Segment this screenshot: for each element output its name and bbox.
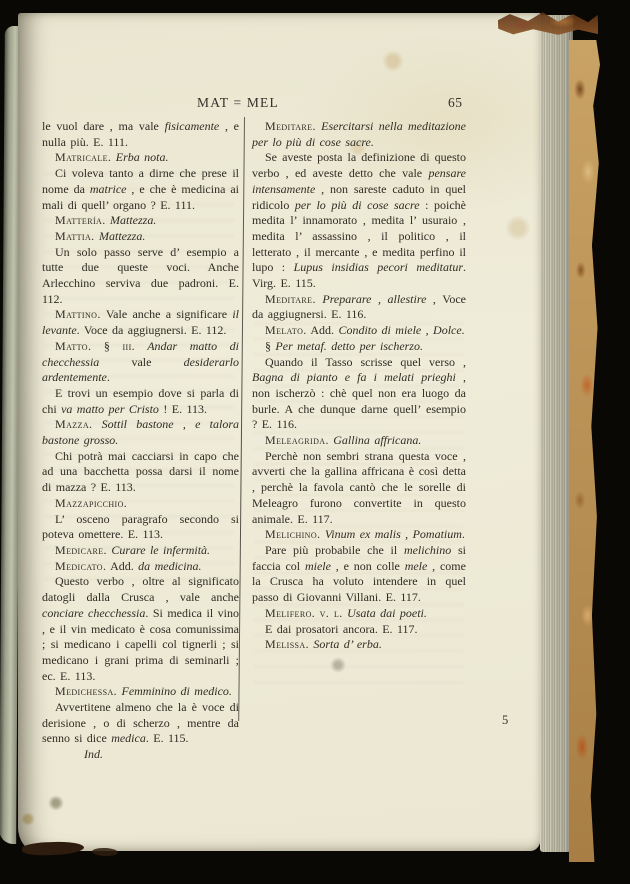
paragraph: [42, 512, 239, 543]
text-run: . Virg. E. 115.: [252, 260, 466, 291]
paragraph: [42, 700, 239, 747]
text-run: Meleagrida.: [265, 433, 329, 448]
text-run: Questo verbo , oltre al significato datogli dalla Crusca , vale anche: [42, 574, 239, 605]
paragraph: [252, 150, 466, 291]
paragraph: [252, 119, 466, 150]
text-run: Erba nota.: [115, 150, 169, 165]
text-run: , non ischerzò : chè quel non era luogo da burle. A che dunque darne quell’ esempio ? E. 116.: [252, 370, 466, 432]
paragraph: [42, 307, 239, 338]
text-run: ! E. 113.: [158, 401, 208, 416]
text-run: Medichessa.: [55, 684, 118, 699]
paragraph: [42, 574, 239, 684]
text-run: miele: [304, 558, 331, 573]
text-run: E dai prosatori ancora. E. 117.: [265, 621, 418, 636]
text-run: Pare più probabile che il: [265, 542, 404, 557]
text-run: Lupus insidias pecori meditatur: [293, 260, 463, 275]
text-run: Matricale.: [55, 150, 112, 165]
text-run: E trovi un esempio dove si parla di chi: [42, 385, 239, 416]
text-run: Andar matto di checchessia: [42, 338, 239, 369]
paragraph: [252, 543, 466, 606]
book-page: [18, 13, 541, 851]
text-run: Mattezza.: [110, 213, 157, 228]
text-run: desiderarlo ardentemente: [42, 354, 239, 385]
paragraph: [42, 684, 239, 700]
text-run: mele: [404, 558, 428, 573]
text-run: Meditare.: [265, 291, 316, 306]
signature-mark: 5: [502, 713, 509, 727]
text-run: Add.: [306, 323, 339, 338]
paragraph: [42, 559, 239, 575]
text-run: , e che è medicina ai mali di quell’ organo ? E. 111.: [42, 181, 239, 212]
text-run: medica: [111, 731, 146, 746]
text-run: Un solo passo serve d’ esempio a tutte due queste voci. Anche Arlecchino serviva due padroni. E. 112.: [42, 244, 239, 306]
text-run: il levante: [42, 307, 239, 338]
running-title: MAT = MEL: [197, 95, 279, 110]
text-run: , e non colle: [330, 558, 405, 573]
paragraph: [42, 229, 239, 245]
text-run: Femminino di medico.: [121, 684, 232, 699]
text-run: .: [461, 527, 465, 542]
text-run: v. l.: [319, 605, 343, 620]
text-run: Melifero.: [265, 605, 316, 620]
text-run: Meditare.: [265, 119, 316, 133]
paragraph: [252, 606, 466, 622]
book-fore-edge: [540, 15, 573, 852]
text-run: , Voce da aggiugnersi. E. 116.: [252, 291, 466, 322]
text-run: Curare le infermità.: [111, 542, 211, 557]
text-run: Pomatium: [412, 527, 462, 542]
text-run: va matto per Cristo: [61, 401, 159, 416]
text-run: Sottil bastone , e talora bastone grosso.: [42, 417, 239, 448]
page-number: 65: [448, 95, 463, 110]
text-run: , e nulla più. E. 111.: [42, 119, 239, 149]
text-run: Mattería.: [55, 213, 106, 228]
paragraph: [42, 543, 239, 559]
paragraph: [252, 433, 466, 449]
text-run: Se aveste posta la definizione di questo verbo , ed aveste detto che vale: [252, 150, 466, 181]
right-column: [252, 119, 466, 653]
paragraph: [42, 245, 239, 308]
text-run: Gallina affricana.: [333, 433, 422, 448]
text-run: melichino: [403, 542, 452, 557]
text-run: Mattia.: [55, 228, 95, 243]
paragraph: [42, 386, 239, 417]
text-run: Medicare.: [55, 542, 107, 557]
text-run: . Si medica il vino , e il vin medicato è cosa comunissima ; si medicano i capelli col tignerli ; si medicano i grani prima di seminarli ; ec. E. 113.: [42, 605, 239, 683]
paragraph: [42, 119, 239, 150]
text-run: Condito di miele , Dolce.: [338, 323, 465, 338]
text-run: Preparare , allestire: [322, 291, 427, 306]
text-run: Vale anche a significare: [100, 307, 233, 322]
text-run: Bagna di pianto e fa i melati prieghi: [252, 370, 456, 385]
text-run: , non sareste caduto in quel ridicolo: [252, 181, 466, 212]
text-run: per lo più di cose sacre: [294, 197, 420, 212]
text-run: Mazzapicchio.: [55, 495, 128, 510]
binding-tear: [22, 841, 85, 857]
text-run: Matto.: [55, 338, 92, 353]
text-run: Melissa.: [265, 637, 309, 652]
marbled-cover-edge: [569, 40, 600, 862]
text-run: .: [106, 370, 110, 385]
paragraph: [252, 292, 466, 323]
text-run: Ind.: [84, 747, 103, 762]
paragraph: [252, 527, 466, 543]
text-run: Quando il Tasso scrisse quel verso ,: [265, 354, 466, 369]
text-run: Perchè non sembri strana questa voce , avverti che la gallina affricana è così detta , perchè la favola cantò che le sorelle di Meleagro furono convertite in questo animale. E. 117.: [252, 448, 466, 526]
paragraph: [252, 637, 466, 653]
text-run: pensare intensamente: [252, 166, 466, 196]
text-run: Sorta d’ erba.: [313, 637, 382, 652]
text-run: Avvertitene almeno che la è voce di derisione , o di scherzo , mentre da senno si dice: [42, 700, 239, 746]
paragraph: [42, 213, 239, 229]
text-run: .: [131, 338, 148, 353]
text-run: Ci voleva tanto a dirne che prese il nome da: [42, 166, 239, 196]
text-run: vale: [99, 354, 184, 369]
text-run: §: [91, 338, 123, 353]
text-run: conciare checchessia: [42, 605, 146, 620]
text-run: Esercitarsi nella meditazione per lo più di cose sacre.: [252, 119, 466, 149]
text-run: Melichino.: [265, 527, 321, 542]
text-run: le vuol dare , ma vale: [42, 119, 165, 133]
column-divider-rule: [238, 117, 245, 721]
text-run: Chi potrà mai cacciarsi in capo che ad una bacchetta possa darsi il nome di mazza ? E. 113.: [42, 448, 239, 495]
text-run: , come la Crusca ha voluto intendere in quel passo di Giovanni Villani. E. 117.: [252, 558, 466, 605]
paragraph: [252, 449, 466, 528]
paragraph: [42, 166, 239, 213]
paragraph: [42, 496, 239, 512]
text-run: da medicina.: [138, 558, 202, 573]
text-run: . E. 115.: [145, 731, 189, 746]
paragraph: [42, 150, 239, 166]
text-run: Mazza.: [55, 417, 93, 432]
paragraph: [252, 323, 466, 339]
text-run: Medicato.: [55, 558, 107, 573]
paragraph: [42, 339, 239, 386]
text-run: . Voce da aggiugnersi. E. 112.: [76, 323, 227, 338]
text-run: Add.: [106, 558, 139, 573]
paragraph: [42, 747, 239, 763]
paragraph: [42, 449, 239, 496]
text-run: iii: [122, 338, 132, 353]
text-run: Mattezza.: [98, 228, 146, 243]
binding-tear: [92, 848, 118, 857]
paragraph: [252, 622, 466, 638]
text-run: §: [265, 338, 276, 353]
text-run: fisicamente: [164, 119, 220, 133]
text-run: Vinum ex malis: [324, 527, 401, 542]
text-run: si faccia col: [252, 542, 466, 573]
text-run: Per metaf. detto per ischerzo.: [275, 338, 423, 353]
paragraph: [42, 417, 239, 448]
text-run: ,: [400, 527, 413, 542]
left-column: [42, 119, 239, 763]
text-run: : poichè medita l’ innamorato , medita l’ usuraio , medita l’ assassino , il politico , il letterato , il mercante , e medita perfino il lupo :: [252, 197, 466, 275]
paragraph: [252, 339, 466, 355]
text-run: [92, 417, 101, 431]
text-run: matrice: [89, 181, 127, 196]
text-run: Melato.: [265, 323, 307, 338]
text-run: Usata dai poeti.: [347, 605, 427, 620]
text-run: L’ osceno paragrafo secondo si poteva omettere. E. 113.: [42, 511, 239, 542]
text-run: Mattino.: [55, 307, 101, 322]
paragraph: [252, 355, 466, 434]
